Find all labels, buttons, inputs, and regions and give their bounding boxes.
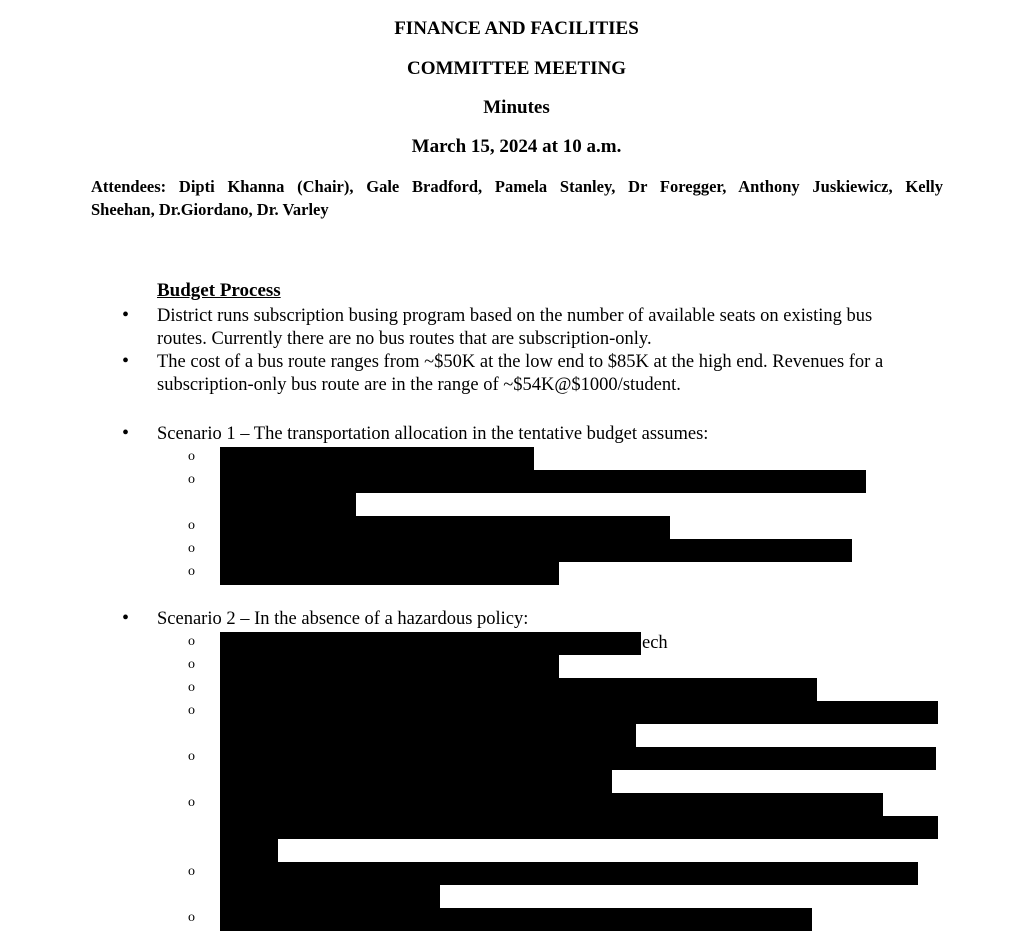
sub-bullet-glyph: o (188, 703, 195, 718)
bullet-line: The cost of a bus route ranges from ~$50K at the low end to $85K at the high end. Revenues for a (157, 352, 884, 372)
sub-bullet-glyph: o (188, 564, 195, 579)
redaction-block (220, 447, 534, 470)
sub-bullet-glyph: o (188, 541, 195, 556)
bullet-glyph: • (122, 304, 130, 326)
redaction-block (220, 747, 936, 770)
sub-bullet-glyph: o (188, 472, 195, 487)
bullet-glyph: • (122, 422, 130, 444)
redaction-block (220, 701, 938, 724)
redaction-block (220, 724, 636, 747)
visible-text-fragment: ech (642, 633, 668, 653)
redaction-block (220, 862, 918, 885)
sub-bullet-glyph: o (188, 910, 195, 925)
redaction-block (220, 539, 852, 562)
bullet-glyph: • (122, 350, 130, 372)
redaction-block (220, 562, 559, 585)
sub-bullet-glyph: o (188, 795, 195, 810)
redaction-block (220, 516, 670, 539)
redaction-block (220, 470, 866, 493)
bullet-item (157, 351, 947, 397)
redaction-block (220, 678, 817, 701)
attendees-line2: Sheehan, Dr.Giordano, Dr. Varley (91, 200, 329, 219)
bullet-glyph: • (122, 607, 130, 629)
sub-bullet-glyph: o (188, 749, 195, 764)
attendees-block (91, 175, 943, 221)
redaction-block (220, 816, 938, 839)
sub-bullet-glyph: o (188, 518, 195, 533)
sub-bullet-glyph: o (188, 657, 195, 672)
sub-bullet-glyph: o (188, 634, 195, 649)
attendees-line1: Attendees: Dipti Khanna (Chair), Gale Bradford, Pamela Stanley, Dr Foregger, Anthony Juskiewicz, Kelly (91, 177, 943, 196)
bullet-item-scenario-2 (157, 608, 947, 631)
redaction-block (220, 885, 440, 908)
redaction-block (220, 770, 612, 793)
redaction-block (220, 655, 559, 678)
bullet-line: Scenario 2 – In the absence of a hazardous policy: (157, 609, 529, 629)
bullet-line: subscription-only bus route are in the range of ~$54K@$1000/student. (157, 375, 681, 395)
sub-bullet-glyph: o (188, 680, 195, 695)
redaction-block (220, 793, 883, 816)
section-heading: Budget Process (157, 280, 281, 301)
redaction-block (220, 908, 812, 931)
document-subtitle: Minutes (483, 97, 550, 118)
meeting-date: March 15, 2024 at 10 a.m. (411, 136, 622, 157)
bullet-item (157, 305, 947, 351)
bullet-item-scenario-1 (157, 423, 947, 446)
redaction-block (220, 493, 356, 516)
bullet-line: District runs subscription busing program based on the number of available seats on existing bus (157, 306, 873, 326)
sub-bullet-glyph: o (188, 449, 195, 464)
bullet-line: routes. Currently there are no bus routes that are subscription-only. (157, 329, 652, 349)
redaction-block (220, 632, 641, 655)
redaction-block (220, 839, 278, 862)
bullet-line: Scenario 1 – The transportation allocation in the tentative budget assumes: (157, 424, 709, 444)
document-title-line2: COMMITTEE MEETING (406, 58, 627, 79)
document-title-line1: FINANCE AND FACILITIES (394, 18, 639, 39)
sub-bullet-glyph: o (188, 864, 195, 879)
